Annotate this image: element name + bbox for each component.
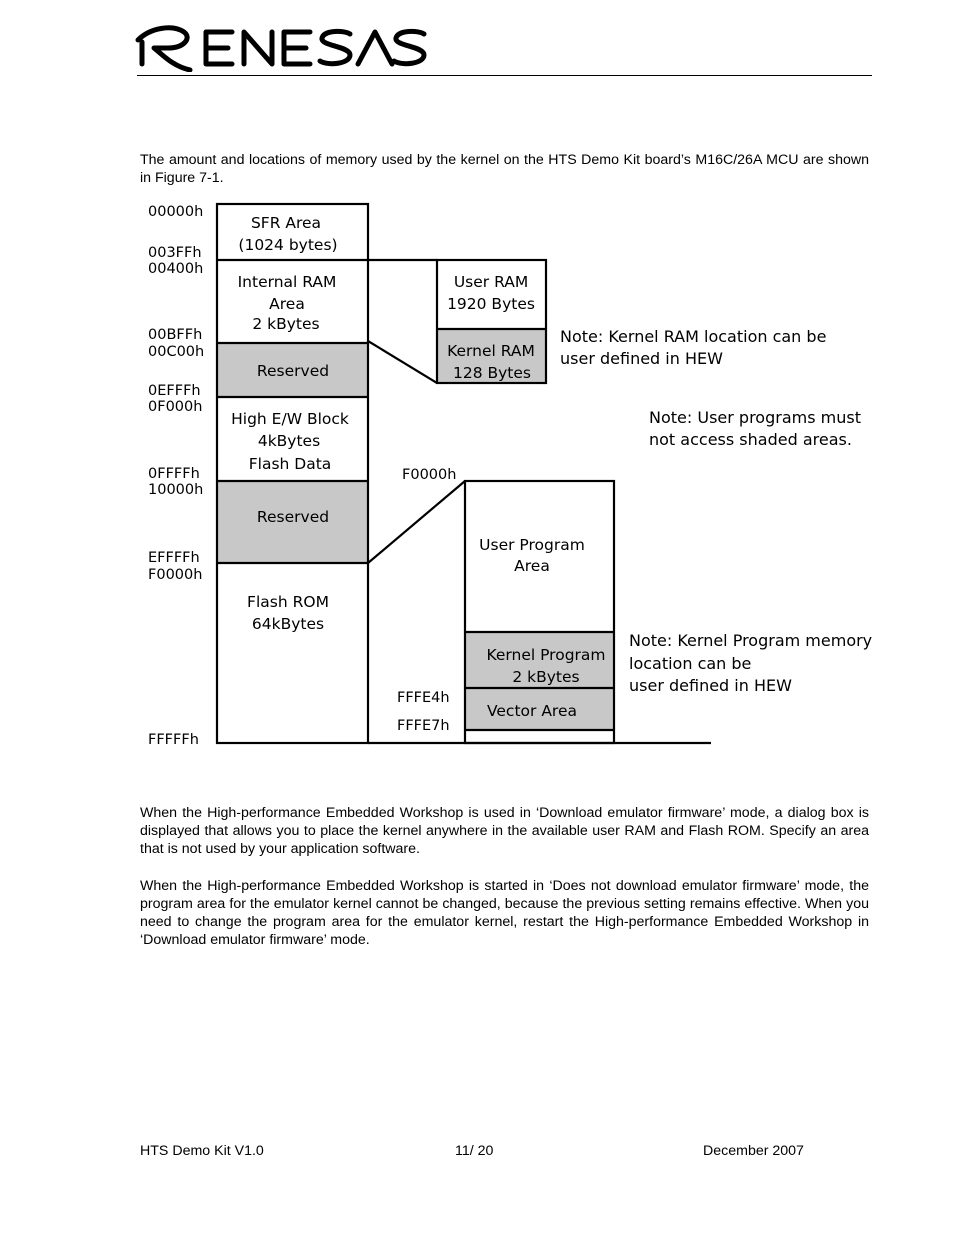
label-kernel-ram: Kernel RAM xyxy=(447,342,535,360)
addr-003ff: 003FFh xyxy=(148,245,202,261)
addr-effff: EFFFFh xyxy=(148,550,200,566)
label-kernel-program-size: 2 kBytes xyxy=(512,668,580,686)
addr-00000: 00000h xyxy=(148,204,204,220)
note-shaded-1: Note: User programs must xyxy=(649,408,861,427)
addr-00400: 00400h xyxy=(148,261,204,277)
label-internal-ram-area: Area xyxy=(269,295,305,313)
addr-0efff: 0EFFFh xyxy=(148,383,201,399)
addr-00bff: 00BFFh xyxy=(148,327,203,343)
ram-expand-bottom xyxy=(368,341,437,383)
label-sfr-size: (1024 bytes) xyxy=(238,236,338,254)
note-kernel-program-2: location can be xyxy=(629,654,752,673)
label-reserved-2: Reserved xyxy=(256,508,330,526)
label-flash-rom-size: 64kBytes xyxy=(251,615,325,633)
note-shaded-2: not access shaded areas. xyxy=(649,430,852,449)
note-kernel-ram-2: user defined in HEW xyxy=(560,349,723,368)
label-internal-ram-size: 2 kBytes xyxy=(252,315,320,333)
addr-fffff: FFFFFh xyxy=(148,732,199,748)
addr-10000: 10000h xyxy=(148,482,204,498)
footer-doc-title: HTS Demo Kit V1.0 xyxy=(140,1143,264,1159)
download-mode-paragraph: When the High-performance Embedded Workshop is used in ‘Download emulator firmware’ mode, a dialog box is displayed that allows you to place the kernel anywhere in the available user RAM and Flash ROM. Specify an area that is not used by your application software. xyxy=(140,805,869,857)
no-download-mode-paragraph: When the High-performance Embedded Workshop is started in ‘Does not download emulator firmware’ mode, the program area for the emulator kernel cannot be changed, because the previous setting remains effective. When you need to change the program area for the emulator kernel, restart the High-performance Embedded Workshop in ‘Download emulator firmware’ mode. xyxy=(140,878,869,948)
label-flash-rom: Flash ROM xyxy=(247,593,329,611)
addr-0f000: 0F000h xyxy=(148,399,203,415)
flash-expand-line xyxy=(368,481,465,563)
label-high-ew-block: High E/W Block xyxy=(231,410,349,428)
label-user-program: User Program xyxy=(479,536,585,554)
label-user-program-area: Area xyxy=(514,557,550,575)
addr-f0000: F0000h xyxy=(148,567,203,583)
label-sfr-area: SFR Area xyxy=(250,214,322,232)
label-kernel-program: Kernel Program xyxy=(486,646,606,664)
label-internal-ram: Internal RAM xyxy=(237,273,337,291)
addr-00c00: 00C00h xyxy=(148,344,205,360)
addr-fffe7: FFFE7h xyxy=(397,718,450,734)
label-vector-area: Vector Area xyxy=(487,702,577,720)
label-user-ram-size: 1920 Bytes xyxy=(447,295,535,313)
note-kernel-program-3: user defined in HEW xyxy=(629,676,792,695)
label-high-ew-size: 4kBytes xyxy=(257,432,321,450)
label-user-ram: User RAM xyxy=(453,273,529,291)
note-kernel-program-1: Note: Kernel Program memory xyxy=(629,631,873,650)
addr-detail-f0000: F0000h xyxy=(402,467,457,483)
addr-fffe4: FFFE4h xyxy=(397,690,450,706)
note-kernel-ram-1: Note: Kernel RAM location can be xyxy=(560,327,827,346)
footer-page-number: 11/ 20 xyxy=(455,1143,494,1159)
label-kernel-ram-size: 128 Bytes xyxy=(452,364,532,382)
intro-paragraph: The amount and locations of memory used by the kernel on the HTS Demo Kit board’s M16C/26A MCU are shown in Figure 7-1. xyxy=(140,152,869,186)
addr-0ffff: 0FFFFh xyxy=(148,466,200,482)
footer-date: December 2007 xyxy=(703,1143,804,1159)
label-flash-data: Flash Data xyxy=(248,455,332,473)
label-reserved-1: Reserved xyxy=(256,362,330,380)
